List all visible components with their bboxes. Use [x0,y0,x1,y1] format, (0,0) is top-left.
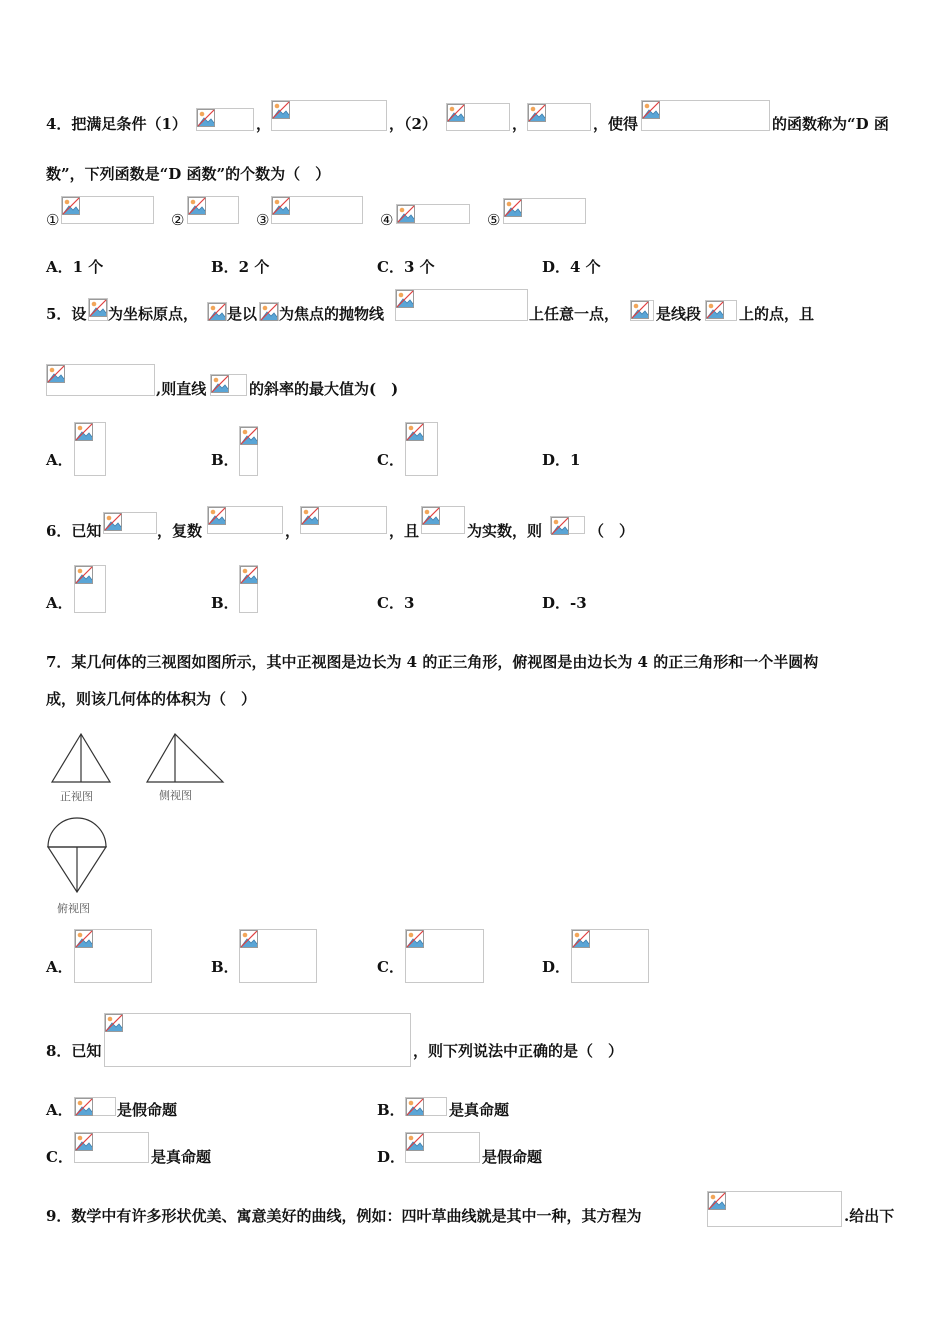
formula-image [527,103,591,131]
formula-image [74,1132,149,1163]
q5-option-d: D．1 [542,451,581,469]
broken-image-icon [406,423,424,441]
broken-image-icon [422,507,440,525]
circled-4: ④ [380,211,394,229]
q5-option-c: C． [377,451,404,469]
broken-image-icon [272,101,290,119]
q5-text: 的斜率的最大值为( ) [249,380,399,398]
q7-option-b: B． [211,958,239,976]
formula-image [641,100,770,131]
formula-image [421,506,465,534]
formula-image [395,289,528,321]
front-view-figure [50,732,112,784]
broken-image-icon [642,101,660,119]
formula-image [550,516,585,534]
broken-image-icon [631,301,649,319]
formula-image [300,506,387,534]
formula-image [74,565,106,613]
q4-option-a: A．1 个 [46,258,104,276]
q8-option-c-tail: 是真命题 [151,1148,212,1166]
q5-text: 上任意一点， [529,305,620,323]
broken-image-icon [188,197,206,215]
formula-image [571,929,649,983]
formula-image [103,512,157,534]
q5-text: 是线段 [656,305,702,323]
side-view-figure [145,732,225,784]
q5-text: 是以 [227,305,258,323]
broken-image-icon [105,1014,123,1032]
circled-2: ② [171,211,185,229]
formula-image [259,302,279,321]
broken-image-icon [208,507,226,525]
q4-text-a: 4．把满足条件（1） [46,115,187,133]
q7-option-c: C． [377,958,404,976]
broken-image-icon [572,930,590,948]
q8-option-a-tail: 是假命题 [117,1101,178,1119]
broken-image-icon [240,566,258,584]
broken-image-icon [197,109,215,127]
broken-image-icon [406,1133,424,1151]
formula-image [196,108,254,131]
formula-image [405,1097,447,1116]
broken-image-icon [396,290,414,308]
formula-image [207,302,227,321]
broken-image-icon [75,566,93,584]
q8-text: 8．已知 [46,1042,102,1060]
formula-image [74,1097,116,1116]
q8-option-c: C． [46,1148,73,1166]
broken-image-icon [211,375,229,393]
formula-image [239,426,258,476]
q4-text-d: 数”，下列函数是“D 函数”的个数为（ ） [46,165,331,183]
q8-option-b-tail: 是真命题 [449,1101,510,1119]
broken-image-icon [75,1098,93,1116]
broken-image-icon [260,303,278,321]
q6-text: （ ） [589,522,635,540]
formula-image [271,196,363,224]
formula-image [630,300,654,321]
formula-image [239,565,258,613]
broken-image-icon [301,507,319,525]
formula-image [46,364,155,396]
formula-image [88,298,108,321]
broken-image-icon [406,1098,424,1116]
formula-image [271,100,387,131]
q4-text-b: ，使得 [593,115,639,133]
q6-text: ， [285,522,301,540]
formula-image [239,929,317,983]
top-view-figure [46,816,108,894]
broken-image-icon [75,423,93,441]
circled-1: ① [46,211,60,229]
q7-line-2: 成，则该几何体的体积为（ ） [46,690,257,708]
front-view-caption: 正视图 [60,790,93,803]
broken-image-icon [47,365,65,383]
q6-option-c: C．3 [377,594,415,612]
broken-image-icon [272,197,290,215]
formula-image [396,204,470,224]
broken-image-icon [551,517,569,535]
q7-option-a: A． [46,958,73,976]
q8-option-b: B． [377,1101,405,1119]
broken-image-icon [397,205,415,223]
q6-option-a: A． [46,594,73,612]
q6-text: ，复数 [157,522,203,540]
q4-comma-3: ， [512,115,528,133]
q8-option-a: A． [46,1101,73,1119]
formula-image [705,300,737,321]
broken-image-icon [504,199,522,217]
broken-image-icon [706,301,724,319]
q5-text: 上的点，且 [739,305,815,323]
formula-image [503,198,586,224]
broken-image-icon [104,513,122,531]
formula-image [707,1191,842,1227]
q4-option-d: D．4 个 [542,258,601,276]
broken-image-icon [528,104,546,122]
q9-text: 9．数学中有许多形状优美、寓意美好的曲线，例如：四叶草曲线就是其中一种，其方程为 [46,1207,642,1225]
broken-image-icon [240,427,258,445]
broken-image-icon [62,197,80,215]
broken-image-icon [208,303,226,321]
q6-option-b: B． [211,594,239,612]
broken-image-icon [447,104,465,122]
formula-image [405,1132,480,1163]
formula-image [104,1013,411,1067]
formula-image [74,422,106,476]
q7-line-1: 7．某几何体的三视图如图所示，其中正视图是边长为 4 的正三角形，俯视图是由边长为 4 的正三角形和一个半圆构 [46,653,819,671]
q4-comma-2: ，（2） [389,115,437,133]
q5-option-a: A． [46,451,73,469]
q5-text: 为焦点的抛物线 [279,305,385,323]
q4-text-c: 的函数称为“D 函 [772,115,889,133]
q7-option-d: D． [542,958,571,976]
circled-5: ⑤ [487,211,501,229]
q5-option-b: B． [211,451,239,469]
broken-image-icon [708,1192,726,1210]
q5-text: ,则直线 [156,380,207,398]
q8-text: ，则下列说法中正确的是（ ） [413,1042,624,1060]
broken-image-icon [240,930,258,948]
broken-image-icon [75,1133,93,1151]
q8-option-d: D． [377,1148,406,1166]
q8-option-d-tail: 是假命题 [482,1148,543,1166]
q6-option-d: D．-3 [542,594,587,612]
top-view-caption: 俯视图 [57,902,90,915]
formula-image [405,929,484,983]
formula-image [446,103,510,131]
q9-text-tail: .给出下 [844,1207,895,1225]
formula-image [74,929,152,983]
formula-image [405,422,438,476]
q5-text: 5．设 [46,305,87,323]
broken-image-icon [406,930,424,948]
formula-image [210,374,247,396]
q6-text: ，且 [389,522,420,540]
q4-option-b: B．2 个 [211,258,270,276]
q6-text: 为实数，则 [467,522,543,540]
formula-image [187,196,239,224]
formula-image [61,196,154,224]
side-view-caption: 侧视图 [159,789,192,802]
circled-3: ③ [256,211,270,229]
q6-text: 6．已知 [46,522,102,540]
q4-option-c: C．3 个 [377,258,435,276]
q4-comma: ， [256,115,272,133]
q5-text: 为坐标原点， [108,305,199,323]
broken-image-icon [75,930,93,948]
broken-image-icon [89,299,107,317]
formula-image [207,506,283,534]
